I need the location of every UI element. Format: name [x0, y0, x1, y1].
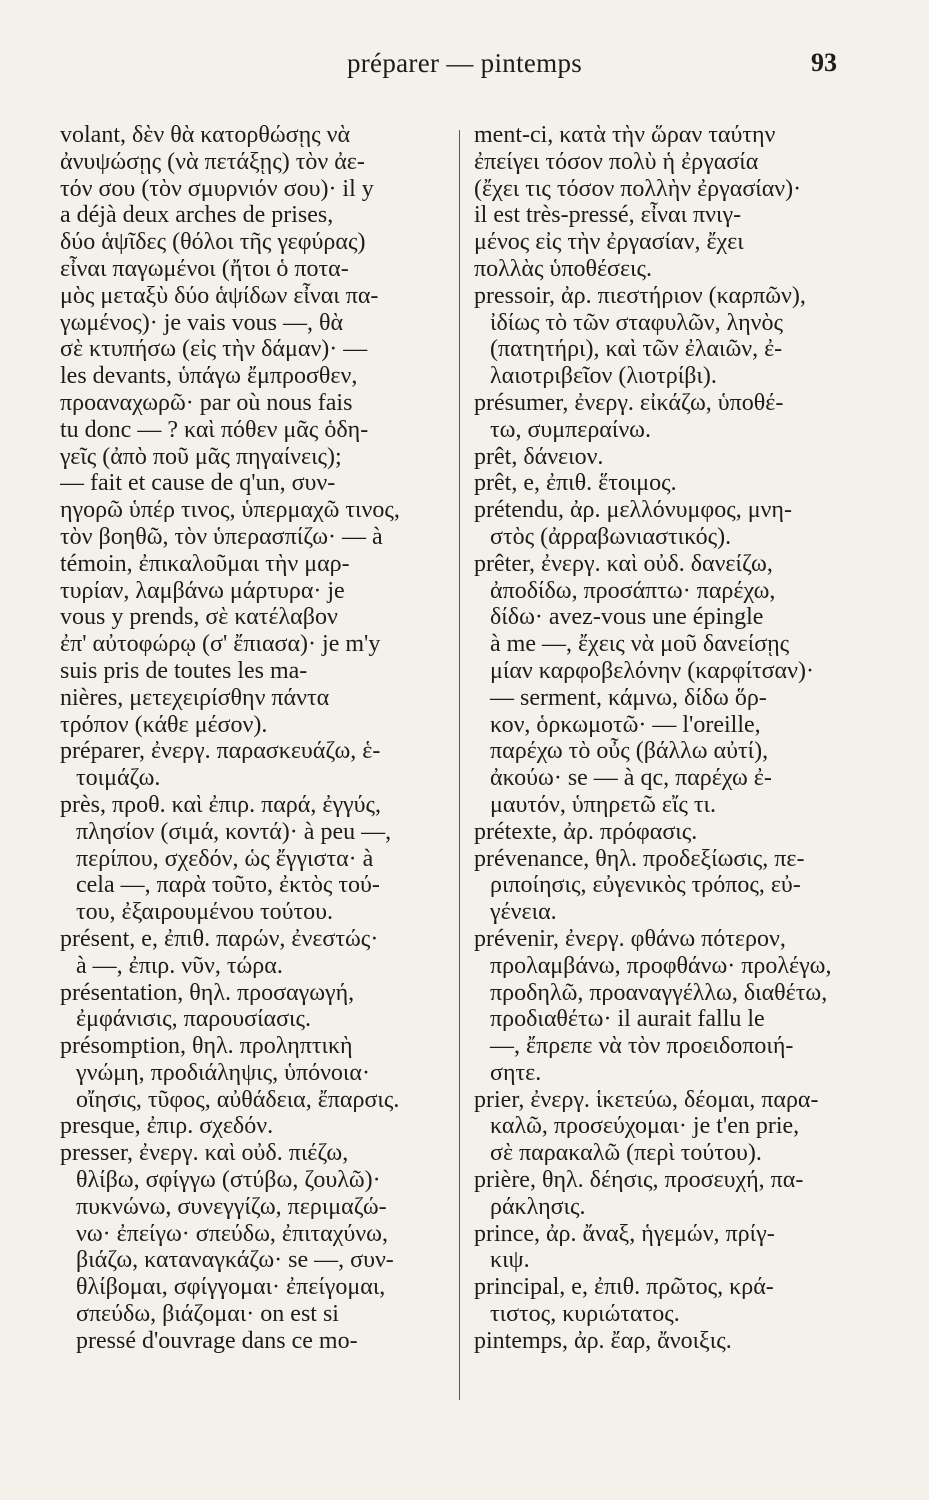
- text-line: pintemps, ἀρ. ἔαρ, ἄνοιξις.: [474, 1327, 732, 1354]
- text-line: — serment, κάμνω, δίδω ὅρ-: [490, 684, 767, 711]
- text-line: (ἔχει τις τόσον πολλὴν ἐργασίαν)·: [474, 175, 802, 202]
- text-line: μαυτόν, ὑπηρετῶ εἴς τι.: [490, 791, 717, 818]
- text-line: prétendu, ἀρ. μελλόνυμφος, μνη-: [474, 497, 792, 524]
- text-line: ἐπ' αὐτοφώρῳ (σ' ἔπιασα)· je m'y: [60, 631, 381, 658]
- text-line: ἀκούω· se — à qc, παρέχω ἐ-: [490, 765, 772, 792]
- text-line: μένος εἰς τὴν ἐργασίαν, ἔχει: [474, 229, 744, 256]
- text-line: prévenir, ἐνεργ. φθάνω πότερον,: [474, 925, 786, 952]
- text-line: vous y prends, σὲ κατέλαβον: [60, 604, 338, 631]
- text-line: présumer, ἐνεργ. εἰκάζω, ὑποθέ-: [474, 389, 784, 416]
- text-line: νω· ἐπείγω· σπεύδω, ἐπιταχύνω,: [76, 1220, 388, 1247]
- text-line: σὲ κτυπήσω (εἰς τὴν δάμαν)· —: [60, 336, 368, 363]
- text-line: a déjà deux arches de prises,: [60, 202, 334, 229]
- text-line: présent, e, ἐπιθ. παρών, ἐνεστώς·: [60, 925, 379, 952]
- text-line: préparer, ἐνεργ. παρασκευάζω, ἑ-: [60, 738, 381, 765]
- text-line: προαναχωρῶ· par où nous fais: [60, 389, 353, 416]
- text-line: σπεύδω, βιάζομαι· on est si: [76, 1301, 339, 1328]
- text-line: δίδω· avez-vous une épingle: [490, 604, 764, 631]
- text-line: βιάζω, καταναγκάζω· se —, συν-: [76, 1247, 394, 1274]
- text-line: — fait et cause de q'un, συν-: [60, 470, 336, 497]
- text-line: près, προθ. καὶ ἐπιρ. παρά, ἐγγύς,: [60, 791, 382, 818]
- text-line: οἴησις, τῦφος, αὐθάδεια, ἔπαρσις.: [76, 1086, 400, 1113]
- text-line: (πατητήρι), καὶ τῶν ἐλαιῶν, ἐ-: [490, 336, 783, 363]
- text-line: κον, ὁρκωμοτῶ· — l'oreille,: [490, 711, 761, 738]
- text-line: pressé d'ouvrage dans ce mo-: [76, 1327, 358, 1354]
- text-line: τοιμάζω.: [76, 765, 161, 792]
- text-line: θλίβω, σφίγγω (στύβω, ζουλῶ)·: [76, 1167, 381, 1194]
- text-line: λαιοτριβεῖον (λιοτρίβι).: [490, 363, 717, 390]
- text-line: σὲ παρακαλῶ (περὶ τούτου).: [490, 1140, 762, 1167]
- text-line: καλῶ, προσεύχομαι· je t'en prie,: [490, 1113, 800, 1140]
- text-line: presser, ἐνεργ. καὶ οὐδ. πιέζω,: [60, 1140, 349, 1167]
- page-number: 93: [811, 48, 837, 77]
- text-line: πυκνώνω, συνεγγίζω, περιμαζώ-: [76, 1193, 387, 1220]
- text-line: πολλὰς ὑποθέσεις.: [474, 255, 653, 282]
- right-column: [474, 122, 866, 1355]
- text-line: prêt, δάνειον.: [474, 443, 604, 470]
- text-line: ράκλησις.: [490, 1193, 586, 1220]
- text-line: σητε.: [490, 1059, 542, 1086]
- text-line: volant, δὲν θὰ κατορθώσῃς νὰ: [60, 122, 351, 148]
- text-line: προλαμβάνω, προφθάνω· προλέγω,: [490, 952, 832, 979]
- text-line: prière, θηλ. δέησις, προσευχή, πα-: [474, 1167, 804, 1194]
- text-line: témoin, ἐπικαλοῦμαι τὴν μαρ-: [60, 550, 350, 577]
- text-line: nières, μετεχειρίσθην πάντα: [60, 684, 330, 711]
- text-line: θλίβομαι, σφίγγομαι· ἐπείγομαι,: [76, 1274, 386, 1301]
- text-line: ριποίησις, εὐγενικὸς τρόπος, εὐ-: [490, 872, 801, 899]
- text-line: δύο ἁψῖδες (θόλοι τῆς γεφύρας): [60, 229, 366, 256]
- text-line: τυρίαν, λαμβάνω μάρτυρα· je: [60, 577, 345, 604]
- text-line: presque, ἐπιρ. σχεδόν.: [60, 1113, 274, 1140]
- text-line: τόν σου (τὸν σμυρνιόν σου)· il y: [60, 175, 374, 202]
- text-line: à —, ἐπιρ. νῦν, τώρα.: [76, 952, 283, 979]
- text-line: tu donc — ? καὶ πόθεν μᾶς ὁδη-: [60, 416, 369, 443]
- text-line: suis pris de toutes les ma-: [60, 657, 308, 684]
- text-line: prétexte, ἀρ. πρόφασις.: [474, 818, 698, 845]
- left-column: [60, 122, 448, 1355]
- text-line: μὸς μεταξὺ δύο ἁψίδων εἶναι πα-: [60, 282, 379, 309]
- text-line: εἶναι παγωμένοι (ἤτοι ὁ ποτα-: [60, 255, 349, 282]
- text-line: ment-ci, κατὰ τὴν ὥραν ταύτην: [474, 122, 776, 148]
- text-line: του, ἐξαιρουμένου τούτου.: [76, 899, 334, 926]
- text-line: τρόπον (κάθε μέσον).: [60, 711, 268, 738]
- text-line: τὸν βοηθῶ, τὸν ὑπερασπίζω· — à: [60, 523, 383, 550]
- text-line: les devants, ὑπάγω ἔμπροσθεν,: [60, 363, 358, 390]
- text-line: τω, συμπεραίνω.: [490, 416, 651, 443]
- text-line: παρέχω τὸ οὖς (βάλλω αὐτί),: [490, 738, 769, 765]
- text-line: τιστος, κυριώτατος.: [490, 1301, 680, 1328]
- text-line: principal, e, ἐπιθ. πρῶτος, κρά-: [474, 1274, 774, 1301]
- text-line: cela —, παρὰ τοῦτο, ἐκτὸς τού-: [76, 872, 380, 899]
- text-line: présentation, θηλ. προσαγωγή,: [60, 979, 355, 1006]
- text-line: μίαν καρφοβελόνην (καρφίτσαν)·: [490, 657, 814, 684]
- text-line: ἰδίως τὸ τῶν σταφυλῶν, ληνὸς: [490, 309, 783, 336]
- text-line: ἀνυψώσῃς (νὰ πετάξῃς) τὸν ἀε-: [60, 148, 365, 175]
- text-line: prêter, ἐνεργ. καὶ οὐδ. δανείζω,: [474, 550, 773, 577]
- text-line: κιψ.: [490, 1247, 530, 1274]
- text-line: στὸς (ἀρραβωνιαστικός).: [490, 523, 732, 550]
- text-line: prince, ἀρ. ἄναξ, ἡγεμών, πρίγ-: [474, 1220, 775, 1247]
- text-line: ἀποδίδω, προσάπτω· παρέχω,: [490, 577, 776, 604]
- text-line: pressoir, ἀρ. πιεστήριον (καρπῶν),: [474, 282, 806, 309]
- text-line: prêt, e, ἐπιθ. ἕτοιμος.: [474, 470, 677, 497]
- running-head: préparer — pintemps: [346, 48, 583, 78]
- text-line: il est très-pressé, εἶναι πνιγ-: [474, 202, 742, 229]
- text-line: περίπου, σχεδόν, ὡς ἔγγιστα· à: [76, 845, 374, 872]
- text-line: προδιαθέτω· il aurait fallu le: [490, 1006, 765, 1033]
- column-divider: [459, 130, 460, 1400]
- text-line: ἐμφάνισις, παρουσίασις.: [76, 1006, 311, 1033]
- text-line: γνώμη, προδιάληψις, ὑπόνοια·: [76, 1059, 370, 1086]
- text-line: à me —, ἔχεις νὰ μοῦ δανείσῃς: [490, 631, 790, 658]
- text-line: πλησίον (σιμά, κοντά)· à peu —,: [76, 818, 392, 845]
- text-line: prier, ἐνεργ. ἱκετεύω, δέομαι, παρα-: [474, 1086, 819, 1113]
- text-line: ἐπείγει τόσον πολὺ ἡ ἐργασία: [474, 148, 759, 175]
- text-line: —, ἔπρεπε νὰ τὸν προειδοποιή-: [490, 1033, 794, 1060]
- text-line: γένεια.: [490, 899, 557, 926]
- text-line: présomption, θηλ. προληπτικὴ: [60, 1033, 353, 1060]
- text-line: prévenance, θηλ. προδεξίωσις, πε-: [474, 845, 805, 872]
- text-line: προδηλῶ, προαναγγέλλω, διαθέτω,: [490, 979, 828, 1006]
- text-line: γεῖς (ἀπὸ ποῦ μᾶς πηγαίνεις);: [60, 443, 342, 470]
- text-line: ηγορῶ ὑπέρ τινος, ὑπερμαχῶ τινος,: [60, 497, 400, 524]
- text-line: γωμένος)· je vais vous —, θὰ: [60, 309, 344, 336]
